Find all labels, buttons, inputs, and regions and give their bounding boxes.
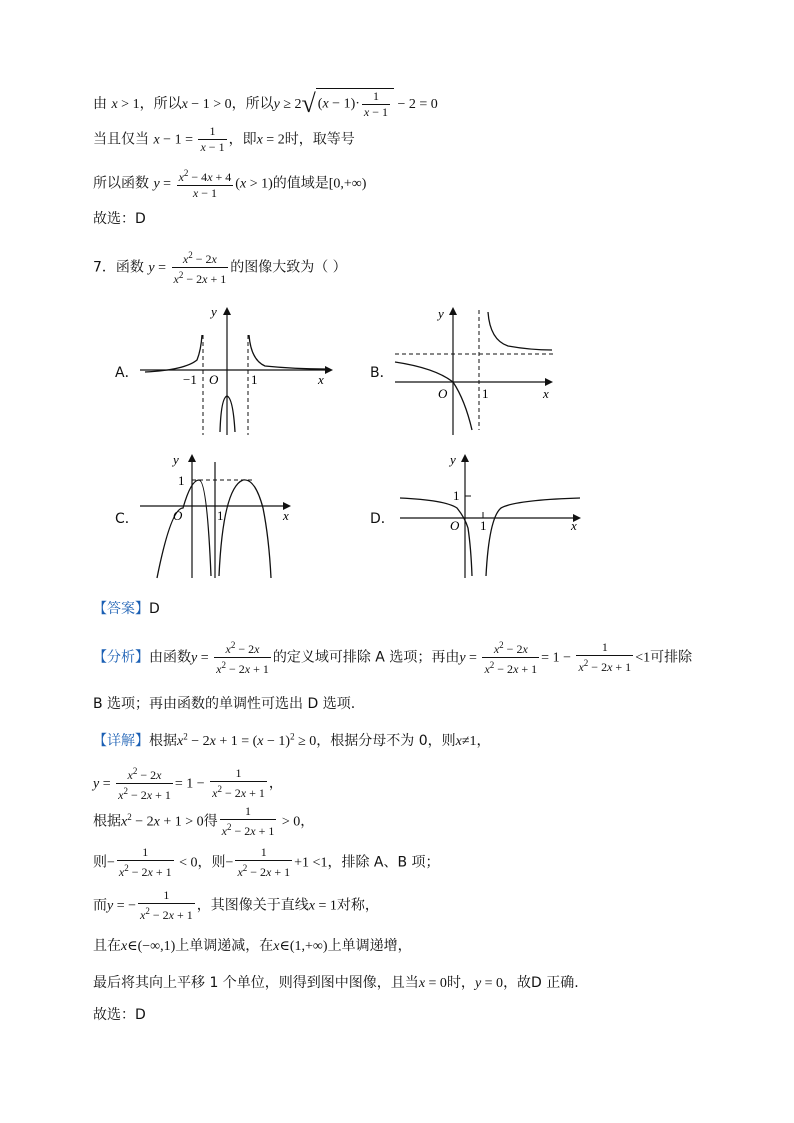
graph-d xyxy=(395,448,590,583)
graph-c-curve-right xyxy=(219,480,271,578)
graph-b-label-origin: O xyxy=(438,386,448,401)
answer-line xyxy=(93,598,160,618)
option-b-label[interactable]: B． xyxy=(370,365,394,381)
detail-line-4: 则− $\frac{1}{x^2 - 2x + 1}$ < 0，则− $\frac{1}{x^2 - 2x + 1}$ +1 <1，排除 A、B 项； xyxy=(93,845,440,879)
graph-b-label-y: y xyxy=(438,306,444,321)
graph-a-curve-right xyxy=(249,335,325,369)
graph-b-curve-left xyxy=(395,362,472,430)
line-4: 故选：D xyxy=(93,211,146,227)
graph-c-label-one-y: 1 xyxy=(178,473,185,488)
question-7: 7．函数 y = $\frac{x^2 - 2x}{x^2 - 2x + 1}$ 的图像大致为（ ） xyxy=(93,250,347,286)
graph-a-label-neg-one: −1 xyxy=(183,372,197,387)
graph-c-label-origin: O xyxy=(173,508,183,523)
graph-a-label-origin: O xyxy=(209,372,219,387)
graph-a-curve-left xyxy=(145,335,202,372)
option-c-label[interactable]: C． xyxy=(115,511,139,527)
detail-line-5: 而y = − $\frac{1}{x^2 - 2x + 1}$ ，其图像关于直线x = 1对称， xyxy=(93,888,379,922)
graph-c-label-y: y xyxy=(173,452,179,467)
graph-d-label-one-x: 1 xyxy=(480,518,487,533)
graph-c xyxy=(135,448,310,583)
analysis-line-2: B 选项；再由函数的单调性可选出 D 选项. xyxy=(93,696,356,712)
answer-value: D xyxy=(149,601,160,617)
answer-tag: 【答案】 xyxy=(93,601,149,617)
graph-b-label-one: 1 xyxy=(482,386,489,401)
line-1: 由 x > 1，所以x − 1 > 0，所以y ≥ 2√ (x − 1)· $\frac{1}{x - 1}$ − 2 = 0 xyxy=(93,89,438,119)
graph-a-label-y: y xyxy=(211,304,217,319)
graph-b xyxy=(390,300,565,440)
detail-line-1: 【详解】根据$x^2 - 2x + 1 = (x - 1)^2 \ge 0$，根据分母不为 0，则x≠1， xyxy=(93,731,491,749)
line-3: 所以函数 y = $\frac{x^2 - 4x + 4}{x - 1}$ (x > 1)的值域是[0,+∞) xyxy=(93,168,367,200)
detail-line-3: 根据$x^2 - 2x + 1 > 0$得 $\frac{1}{x^2 - 2x + 1}$ > 0， xyxy=(93,804,315,838)
graph-b-curve-right xyxy=(488,312,552,350)
graph-d-label-origin: O xyxy=(450,518,460,533)
graph-c-label-x: x xyxy=(283,508,289,523)
option-d-label[interactable]: D． xyxy=(370,511,395,527)
detail-line-6: 且在x∈(−∞,1)上单调递减，在x∈(1,+∞)上单调递增， xyxy=(93,938,412,954)
graph-d-label-y: y xyxy=(450,452,456,467)
analysis-line-1: 【分析】由函数y = $\frac{x^2 - 2x}{x^2 - 2x + 1}$ 的定义域可排除 A 选项；再由y = $\frac{x^2 - 2x}{x^2 - 2x + 1}$ = 1 − $\frac{1}{x^2 - 2x + 1}$ <1可排除 xyxy=(93,640,693,676)
graph-a xyxy=(135,300,345,440)
graph-c-curve-left xyxy=(157,480,211,578)
graph-d-label-one-y: 1 xyxy=(453,488,460,503)
graph-d-label-x: x xyxy=(571,518,577,533)
line-2: 当且仅当 x − 1 = $\frac{1}{x - 1}$ ，即x = 2时，取等号 xyxy=(93,124,355,154)
graph-c-label-one-x: 1 xyxy=(217,508,224,523)
graph-a-label-x: x xyxy=(318,372,324,387)
option-a-label[interactable]: A． xyxy=(115,365,139,381)
graph-d-curve-right xyxy=(486,498,580,576)
detail-line-8: 故选：D xyxy=(93,1007,146,1023)
graph-a-label-one: 1 xyxy=(251,372,258,387)
graph-b-label-x: x xyxy=(543,386,549,401)
detail-line-7: 最后将其向上平移 1 个单位，则得到图中图像，且当x = 0时，y = 0，故D 正确. xyxy=(93,975,579,991)
graph-d-curve-left xyxy=(400,498,472,576)
detail-line-2: y = $\frac{x^2 - 2x}{x^2 - 2x + 1}$ = 1 − $\frac{1}{x^2 - 2x + 1}$ ， xyxy=(93,766,283,802)
